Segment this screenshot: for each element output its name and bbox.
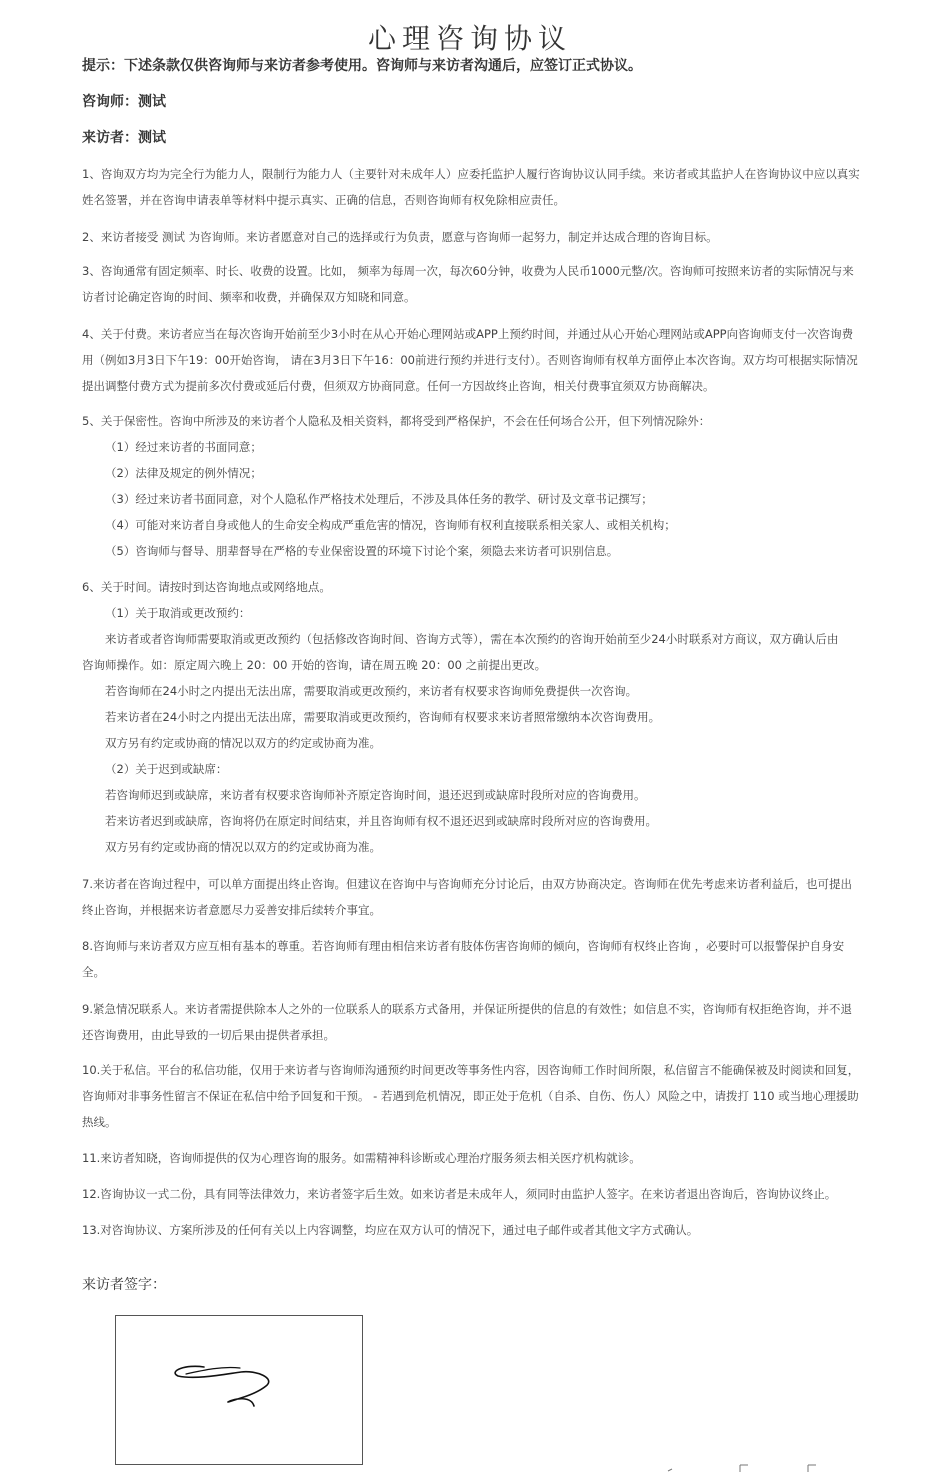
clause-6-sub1: （1）关于取消或更改预约：: [105, 606, 251, 620]
clause-6-text: 双方另有约定或协商的情况以双方的约定或协商为准。: [105, 840, 381, 854]
clause-5-item: （1）经过来访者的书面同意；: [105, 440, 262, 454]
clause-1: 1、咨询双方均为完全行为能力人，限制行为能力人（主要针对未成年人）应委托监护人履行咨询协议认同手续。来访者或其监护人在咨询协议中应以真实姓名签署，并在咨询申请表单等材料中提示真实、正确的信息，否则咨询师有权免除相应责任。: [82, 167, 860, 207]
clause-7: 7.来访者在咨询过程中，可以单方面提出终止咨询。但建议在咨询中与咨询师充分讨论后，由双方协商决定。咨询师在优先考虑来访者利益后，也可提出终止咨询，并根据来访者意愿尽力妥善安排后续转介事宜。: [82, 877, 852, 917]
visitor-name: 来访者：测试: [82, 130, 166, 146]
clause-8: 8.咨询师与来访者双方应互相有基本的尊重。若咨询师有理由相信来访者有肢体伤害咨询师的倾向，咨询师有权终止咨询 ，必要时可以报警保护自身安全。: [82, 939, 845, 979]
clause-11: 11.来访者知晓，咨询师提供的仅为心理咨询的服务。如需精神科诊断或心理治疗服务须去相关医疗机构就诊。: [82, 1151, 641, 1165]
signature-pad[interactable]: [115, 1315, 363, 1465]
clause-12: 12.咨询协议一式二份，具有同等法律效力，来访者签字后生效。如来访者是未成年人，须同时由监护人签字。在来访者退出咨询后，咨询协议终止。: [82, 1187, 837, 1201]
clause-5-item: （3）经过来访者书面同意，对个人隐私作严格技术处理后，不涉及具体任务的教学、研讨及文章书记撰写；: [105, 492, 653, 506]
clause-10: 10.关于私信。平台的私信功能，仅用于来访者与咨询师沟通预约时间更改等事务性内容，因咨询师工作时间所限，私信留言不能确保被及时阅读和回复，咨询师对非事务性留言不保证在私信中给予回复和干预。 - 若遇到危机情况，即正处于危机（自杀、自伤、伤人）风险之中，请拨打 110 或当地心理援助热线。: [82, 1063, 860, 1129]
clause-6-text: 双方另有约定或协商的情况以双方的约定或协商为准。: [105, 736, 381, 750]
clause-6-intro: 6、关于时间。请按时到达咨询地点或网络地点。: [82, 580, 331, 594]
clause-9: 9.紧急情况联系人。来访者需提供除本人之外的一位联系人的联系方式备用，并保证所提供的信息的有效性；如信息不实，咨询师有权拒绝咨询，并不退还咨询费用，由此导致的一切后果由提供者承担。: [82, 1002, 852, 1042]
clause-6-text: 咨询师操作。如：原定周六晚上 20：00 开始的咨询，请在周五晚 20：00 之前提出更改。: [82, 658, 547, 672]
clause-5-intro: 5、关于保密性。咨询中所涉及的来访者个人隐私及相关资料，都将受到严格保护，不会在任何场合公开，但下列情况除外：: [82, 414, 711, 428]
clause-2: 2、来访者接受 测试 为咨询师。来访者愿意对自己的选择或行为负责，愿意与咨询师一起努力，制定并达成合理的咨询目标。: [82, 230, 718, 244]
clause-5-item: （4）可能对来访者自身或他人的生命安全构成严重危害的情况，咨询师有权利直接联系相关家人、或相关机构；: [105, 518, 676, 532]
notice-text: 提示：下述条款仅供咨询师与来访者参考使用。咨询师与来访者沟通后，应签订正式协议。: [82, 58, 642, 74]
clause-6-text: 来访者或者咨询师需要取消或更改预约（包括修改咨询时间、咨询方式等），需在本次预约的咨询开始前至少24小时联系对方商议，双方确认后由: [105, 632, 839, 646]
clause-6-text: 若来访者在24小时之内提出无法出席，需要取消或更改预约，咨询师有权要求来访者照常缴纳本次咨询费用。: [105, 710, 661, 724]
signature-drawing: [116, 1316, 364, 1466]
clause-5-item: （2）法律及规定的例外情况；: [105, 466, 262, 480]
signature-label: 来访者签字：: [82, 1277, 166, 1293]
page-title: 心理咨询协议: [367, 21, 572, 55]
clause-6-text: 若咨询师在24小时之内提出无法出席，需要取消或更改预约，来访者有权要求咨询师免费提供一次咨询。: [105, 684, 638, 698]
clause-6-text: 若咨询师迟到或缺席，来访者有权要求咨询师补齐原定咨询时间，退还迟到或缺席时段所对应的咨询费用。: [105, 788, 646, 802]
footer-fragments: [660, 1462, 820, 1472]
clause-4: 4、关于付费。来访者应当在每次咨询开始前至少3小时在从心开始心理网站或APP上预约时间，并通过从心开始心理网站或APP向咨询师支付一次咨询费用（例如3月3日下午19：00开始咨询， 请在3月3日下午16：00前进行预约并进行支付）。否则咨询师有权单方面停止本次咨询。双方均可根据实际情况提出调整付费方式为提前多次付费或延后付费，但须双方协商同意。任何一方因故终止咨询，相关付费事宜须双方协商解决。: [82, 327, 858, 393]
clause-5-item: （5）咨询师与督导、朋辈督导在严格的专业保密设置的环境下讨论个案，须隐去来访者可识别信息。: [105, 544, 619, 558]
clause-13: 13.对咨询协议、方案所涉及的任何有关以上内容调整，均应在双方认可的情况下，通过电子邮件或者其他文字方式确认。: [82, 1223, 699, 1237]
clause-6-text: 若来访者迟到或缺席，咨询将仍在原定时间结束，并且咨询师有权不退还迟到或缺席时段所对应的咨询费用。: [105, 814, 657, 828]
clause-3: 3、咨询通常有固定频率、时长、收费的设置。比如， 频率为每周一次，每次60分钟，收费为人民币1000元整/次。咨询师可按照来访者的实际情况与来访者讨论确定咨询的时间、频率和收费，并确保双方知晓和同意。: [82, 264, 854, 304]
counselor-name: 咨询师：测试: [82, 94, 166, 110]
clause-6-sub2: （2）关于迟到或缺席：: [105, 762, 228, 776]
